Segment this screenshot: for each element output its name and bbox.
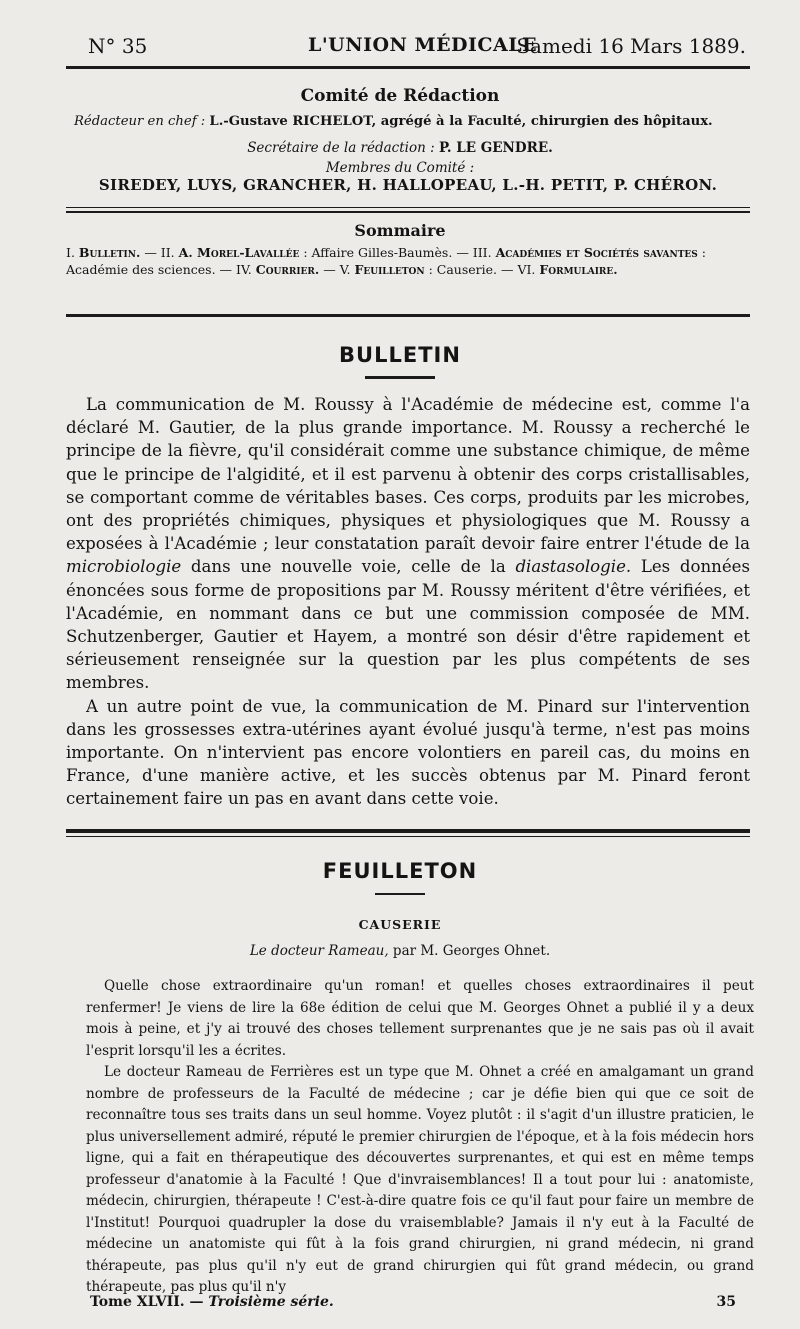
emphasis: diastasologie. bbox=[515, 557, 632, 577]
sommaire-item-author: A. Morel-Lavallée bbox=[178, 245, 300, 260]
issue-date: Samedi 16 Mars 1889. bbox=[516, 34, 746, 58]
sommaire-num: — V. bbox=[323, 262, 351, 277]
tome-label: Tome XLVII. — Troisième série. bbox=[90, 1294, 334, 1310]
secretaire-label: Secrétaire de la rédaction : bbox=[247, 140, 435, 156]
bulletin-underbar bbox=[365, 376, 435, 379]
comite-rule-bottom bbox=[66, 211, 750, 213]
feuilleton-paragraph: Quelle chose extraordinaire qu'un roman! et quelles choses extraordinaires il peut renfermer! Je viens de lire la 68e édition de celui que M. Georges Ohnet a publié il y a deux mois à peine, et j'y ai trouvé des choses tellement surprenantes que je ne sais pas où il avait l'esprit lorsqu'il les a écrites. bbox=[86, 978, 754, 1059]
redacteur-line bbox=[74, 114, 764, 129]
sommaire-num: I. bbox=[66, 245, 75, 260]
sommaire-num: — II. bbox=[144, 245, 175, 260]
masthead-rule bbox=[66, 66, 750, 69]
sommaire-item-feuilleton: Feuilleton bbox=[354, 262, 425, 277]
bulletin-title: BULLETIN bbox=[339, 343, 461, 367]
feuilleton-title: FEUILLETON bbox=[322, 859, 478, 883]
membres-list: SIREDEY, LUYS, GRANCHER, H. HALLOPEAU, L.-H. PETIT, P. CHÉRON. bbox=[98, 176, 718, 194]
redacteur-text: L.-Gustave RICHELOT, agrégé à la Faculté, chirurgien des hôpitaux. bbox=[209, 114, 713, 129]
secretaire-line bbox=[0, 140, 800, 156]
page-number: 35 bbox=[716, 1294, 736, 1310]
issue-number: N° 35 bbox=[88, 34, 148, 58]
feuilleton-body bbox=[86, 976, 754, 1299]
secretaire-name: P. LE GENDRE. bbox=[438, 140, 553, 156]
page-footer bbox=[90, 1294, 736, 1314]
journal-title: L'UNION MÉDICALE bbox=[308, 34, 538, 56]
bulletin-paragraph: La communication de M. Roussy à l'Académie de médecine est, comme l'a déclaré M. Gautier, de la plus grande importance. M. Roussy a recherché le principe de la fièvre, qu'il considérait comme une substance chimique, de même que le principe de l'algidité, et il est parvenu à obtenir des corps cristallisables, se comportant comme de véritables bases. Ces corps, produits par les microbes, ont des propriétés chimiques, physiques et physiologiques que M. Roussy a exposées à l'Académie ; leur constatation paraît devoir faire entrer l'étude de la microbiologie dans une nouvelle voie, celle de la diastasologie. Les données énoncées sous forme de propositions par M. Roussy méritent d'être vérifiées, et l'Académie, en nommant dans ce but une commission composée de MM. Schutzenberger, Gautier et Hayem, a montré son désir d'être rapidement et sérieusement renseignée sur la question par les plus compétents de ses membres. bbox=[66, 395, 751, 693]
sommaire-item-text: : Affaire Gilles-Baumès. bbox=[303, 245, 453, 260]
sommaire-num: — VI. bbox=[500, 262, 536, 277]
membres-title: Membres du Comité : bbox=[325, 160, 475, 176]
sommaire-rule bbox=[66, 314, 750, 317]
sommaire-num: — IV. bbox=[219, 262, 252, 277]
sommaire-body bbox=[66, 244, 756, 278]
causerie-title: CAUSERIE bbox=[358, 917, 442, 932]
redacteur-label: Rédacteur en chef : bbox=[74, 114, 206, 129]
sommaire-item-text: : Académie des sciences. bbox=[66, 245, 706, 277]
feuilleton-rule-thin bbox=[66, 836, 750, 837]
feuilleton-underbar bbox=[375, 893, 425, 895]
feuilleton-rule-thick bbox=[66, 829, 750, 833]
sommaire-item-bulletin: Bulletin. bbox=[78, 245, 141, 260]
comite-rule-top bbox=[66, 207, 750, 208]
comite-title: Comité de Rédaction bbox=[300, 86, 500, 106]
bulletin-paragraph: A un autre point de vue, la communication de M. Pinard sur l'intervention dans les grossesses extra-utérines ayant évolué jusqu'à terme, n'est pas moins importante. On n'intervient pas encore volontiers en pareil cas, du moins en France, d'une manière active, et les succès obtenus par M. Pinard feront certainement faire un pas en avant dans cette voie. bbox=[66, 696, 750, 809]
sommaire-item-text: : Causerie. bbox=[428, 262, 497, 277]
emphasis: microbiologie bbox=[66, 557, 182, 577]
sommaire-item-formulaire: Formulaire. bbox=[539, 262, 618, 277]
sommaire-title: Sommaire bbox=[354, 221, 446, 240]
feuilleton-byline: Le docteur Rameau, par M. Georges Ohnet. bbox=[249, 943, 551, 959]
sommaire-num: — III. bbox=[456, 245, 492, 260]
feuilleton-paragraph: Le docteur Rameau de Ferrières est un type que M. Ohnet a créé en amalgamant un grand nombre de professeurs de la Faculté de médecine ; car je défie bien qui que ce soit de reconnaître tous ses traits dans un seul homme. Voyez plutôt : il s'agit d'un illustre praticien, le plus universellement admiré, réputé le premier chirurgien de l'époque, et à la fois médecin hors ligne, qui a fait en thérapeutique des découvertes surprenantes, et qui est en même temps professeur d'anatomie à la Faculté ! Que d'invraisemblances! Il a tout pour lui : anatomiste, médecin, chirurgien, thérapeute ! C'est-à-dire quatre fois ce qu'il faut pour faire un membre de l'Institut! Pourquoi quadrupler la dose du vraisemblable? Jamais il n'y eut à la Faculté de médecine un anatomiste qui fût à la fois grand chirurgien, ni grand médecin, ni grand thérapeute, pas plus qu'il n'y eut de grand chirurgien qui fût grand médecin, ou grand thérapeute, pas plus qu'il n'y bbox=[86, 1064, 754, 1295]
masthead bbox=[88, 34, 746, 64]
bulletin-body bbox=[66, 393, 750, 811]
sommaire-item-academies: Académies et Sociétés savantes bbox=[495, 245, 698, 260]
sommaire-item-courrier: Courrier. bbox=[255, 262, 320, 277]
